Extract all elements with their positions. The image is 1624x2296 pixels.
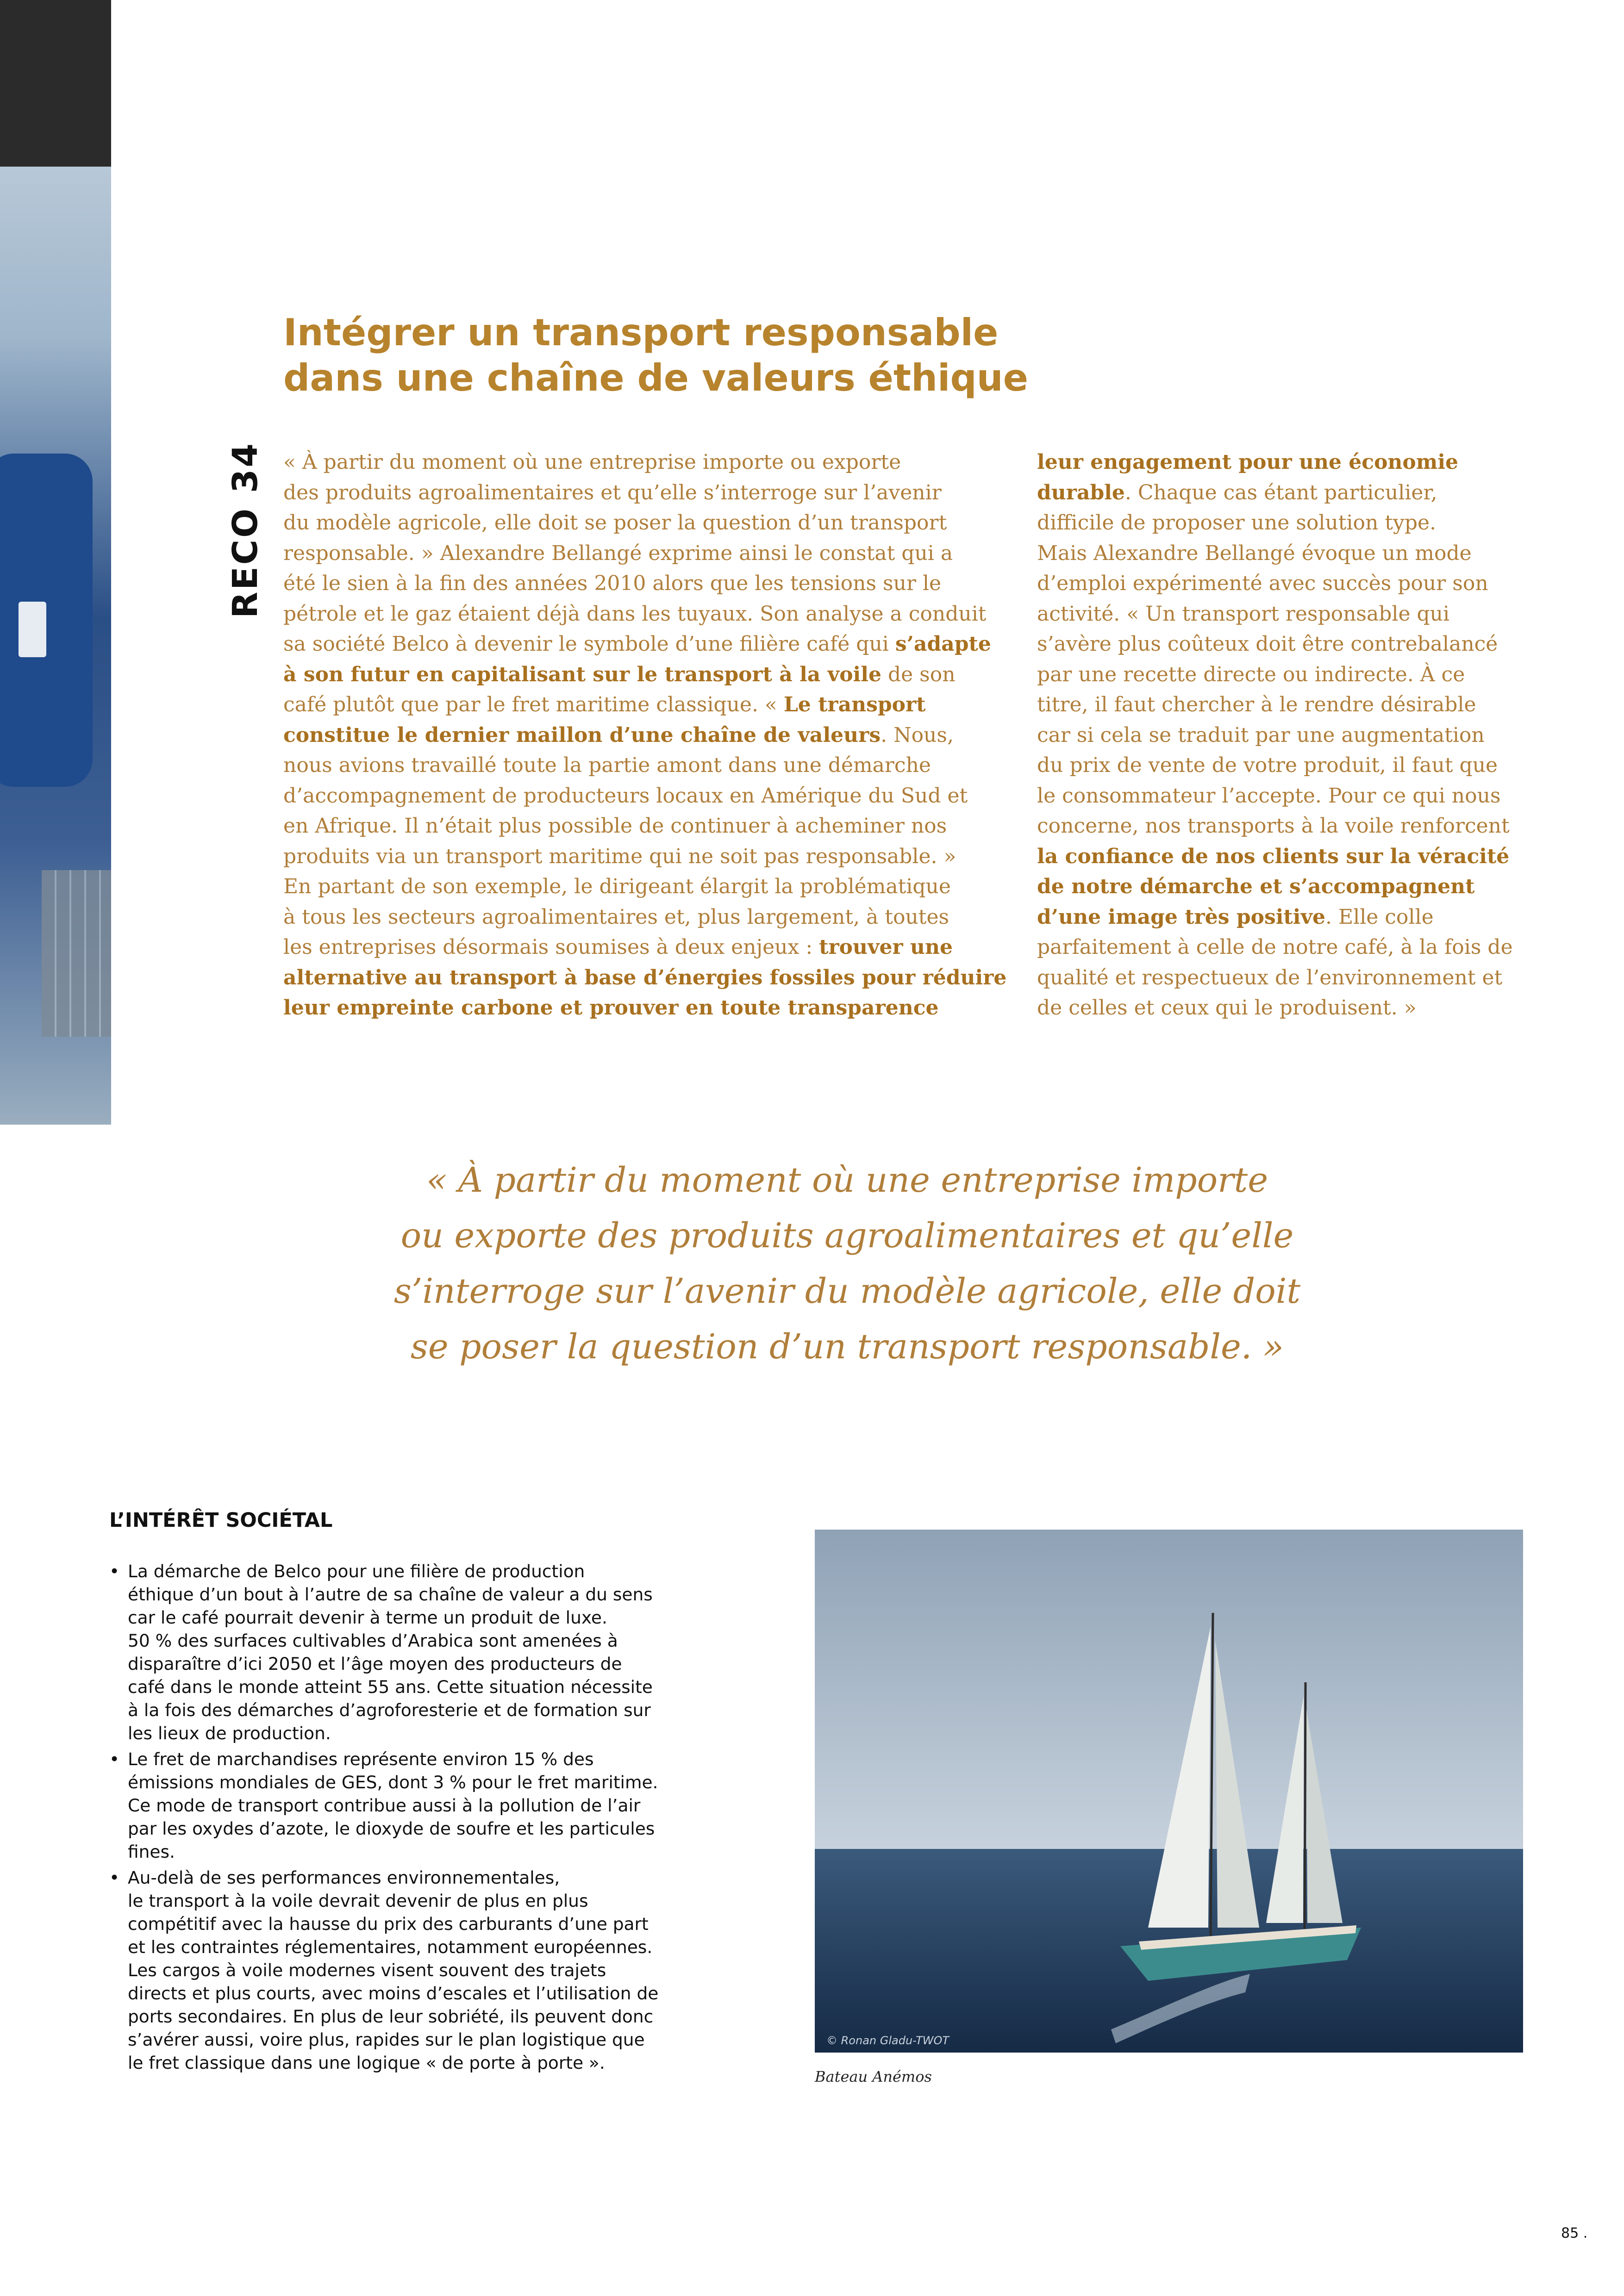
- title-line-1: Intégrer un transport responsable: [283, 311, 999, 354]
- article-title: [283, 310, 1209, 401]
- sailing-ship-photo: [815, 1530, 1523, 2053]
- bullet-line: fines.: [128, 1842, 175, 1862]
- bullet-line: car le café pourrait devenir à terme un produit de luxe.: [128, 1607, 607, 1628]
- col1-line: [283, 660, 987, 690]
- col2-line: du prix de vente de votre produit, il faut que: [1037, 753, 1498, 777]
- col1-emphasis: constitue le dernier maillon d’une chaîne de valeurs: [283, 723, 881, 747]
- bullet-line: ports secondaires. En plus de leur sobriété, ils peuvent donc: [128, 2006, 654, 2027]
- bullet-line: 50 % des surfaces cultivables d’Arabica sont amenées à: [128, 1630, 618, 1651]
- bullet-line: s’avérer aussi, voire plus, rapides sur le plan logistique que: [128, 2029, 645, 2050]
- photo-dark-area: [0, 0, 111, 167]
- col1-line: pétrole et le gaz étaient déjà dans les tuyaux. Son analyse a conduit: [283, 602, 987, 626]
- bullet-line: les lieux de production.: [128, 1723, 331, 1743]
- col1-line: [283, 629, 991, 660]
- col1-line: [283, 993, 987, 1023]
- col1-line: été le sien à la fin des années 2010 alors que les tensions sur le: [283, 572, 942, 595]
- col2-emphasis: la confiance de nos clients sur la véracité: [1037, 844, 1510, 868]
- bullet-list: [109, 1560, 781, 2077]
- col2-emphasis: de notre démarche et s’accompagnent: [1037, 875, 1475, 898]
- col1-line: « À partir du moment où une entreprise importe ou exporte: [283, 450, 901, 474]
- col1-text: sa société Belco à devenir le symbole d’une filière café qui: [283, 632, 895, 656]
- col1-line: responsable. » Alexandre Bellangé exprime ainsi le constat qui a: [283, 541, 953, 565]
- title-line-2: dans une chaîne de valeurs éthique: [283, 356, 1028, 399]
- photo-jacket: [0, 454, 93, 787]
- col1-line: du modèle agricole, elle doit se poser la question d’un transport: [283, 511, 947, 535]
- bullet-item: [109, 1748, 781, 1863]
- photo-credit: © Ronan Gladu-TWOT: [826, 2034, 949, 2047]
- col2-line: le consommateur l’accepte. Pour ce qui nous: [1037, 784, 1501, 808]
- col2-line: [1037, 902, 1528, 933]
- col2-line: d’emploi expérimenté avec succès pour son: [1037, 572, 1488, 595]
- bullet-line: Ce mode de transport contribue aussi à la pollution de l’air: [128, 1795, 641, 1816]
- bullet-line: La démarche de Belco pour une filière de production: [128, 1561, 585, 1581]
- col2-line: [1037, 841, 1528, 872]
- bullet-dot: •: [109, 1867, 120, 1888]
- bullet-line: éthique d’un bout à l’autre de sa chaîne de valeur a du sens: [128, 1584, 653, 1605]
- pull-quote-line: « À partir du moment où une entreprise importe: [426, 1160, 1268, 1200]
- photo-jacket-logo: [19, 602, 46, 657]
- bullet-line: café dans le monde atteint 55 ans. Cette situation nécessite: [128, 1677, 653, 1697]
- pull-quote-line: s’interroge sur l’avenir du modèle agricole, elle doit: [394, 1271, 1301, 1311]
- col2-line: qualité et respectueux de l’environnement et: [1037, 965, 1503, 989]
- article-column-2: [1037, 447, 1528, 1023]
- col1-text: café plutôt que par le fret maritime classique. «: [283, 693, 784, 716]
- col1-line: d’accompagnement de producteurs locaux en Amérique du Sud et: [283, 784, 968, 808]
- col2-line: difficile de proposer une solution type.: [1037, 511, 1437, 535]
- col1-text: les entreprises désormais soumises à deux enjeux :: [283, 935, 819, 959]
- col2-line: [1037, 478, 1528, 508]
- col1-line: nous avions travaillé toute la partie amont dans une démarche: [283, 753, 931, 777]
- left-portrait-photo: [0, 0, 111, 1125]
- col1-emphasis: leur empreinte carbone et prouver en toute transparence: [283, 996, 939, 1020]
- col1-line: En partant de son exemple, le dirigeant élargit la problématique: [283, 875, 951, 898]
- col2-line: car si cela se traduit par une augmentation: [1037, 723, 1485, 747]
- col1-emphasis: Le transport: [783, 693, 926, 716]
- col2-line: s’avère plus coûteux doit être contrebalancé: [1037, 632, 1498, 656]
- section-title: L’INTÉRÊT SOCIÉTAL: [109, 1509, 333, 1532]
- col1-emphasis: alternative au transport à base d’énergies fossiles pour réduire: [283, 965, 1007, 989]
- bullet-line: Le fret de marchandises représente environ 15 % des: [128, 1749, 594, 1769]
- bullet-line: compétitif avec la hausse du prix des carburants d’une part: [128, 1914, 649, 1934]
- col2-line: Mais Alexandre Bellangé évoque un mode: [1037, 541, 1472, 565]
- col2-emphasis: durable: [1037, 480, 1125, 504]
- photo-solar-panel: [42, 870, 111, 1037]
- pull-quote-line: se poser la question d’un transport responsable. »: [410, 1327, 1284, 1367]
- col1-emphasis: s’adapte: [895, 632, 991, 656]
- col1-line: en Afrique. Il n’était plus possible de continuer à acheminer nos: [283, 814, 947, 838]
- col1-line: [283, 720, 987, 751]
- col2-line: parfaitement à celle de notre café, à la fois de: [1037, 935, 1513, 959]
- col2-emphasis: d’une image très positive: [1037, 905, 1326, 929]
- bullet-dot: •: [109, 1749, 120, 1769]
- reco-label: RECO 34: [225, 442, 265, 618]
- bullet-line: directs et plus courts, avec moins d’escales et l’utilisation de: [128, 1983, 659, 2004]
- col1-line: [283, 963, 1007, 993]
- bullet-item: [109, 1866, 781, 2074]
- col1-line: [283, 690, 987, 720]
- col1-line: produits via un transport maritime qui ne soit pas responsable. »: [283, 844, 956, 868]
- bullet-line: le fret classique dans une logique « de porte à porte ».: [128, 2053, 605, 2073]
- col1-line: [283, 932, 987, 963]
- bullet-dot: •: [109, 1561, 120, 1581]
- col2-emphasis: leur engagement pour une économie: [1037, 450, 1459, 474]
- col1-text: de son: [881, 662, 956, 686]
- page-number: 85 .: [1561, 2225, 1588, 2241]
- sky: [815, 1530, 1523, 1849]
- bullet-line: émissions mondiales de GES, dont 3 % pour le fret maritime.: [128, 1772, 658, 1792]
- col1-emphasis: trouver une: [819, 935, 953, 959]
- col1-line: à tous les secteurs agroalimentaires et, plus largement, à toutes: [283, 905, 949, 929]
- col1-line: des produits agroalimentaires et qu’elle s’interroge sur l’avenir: [283, 480, 942, 504]
- pull-quote: [380, 1152, 1315, 1375]
- col2-line: par une recette directe ou indirecte. À ce: [1037, 662, 1465, 686]
- bullet-line: Les cargos à voile modernes visent souvent des trajets: [128, 1960, 606, 1980]
- col1-text: . Nous,: [881, 723, 954, 747]
- bullet-line: et les contraintes réglementaires, notamment européennes.: [128, 1937, 653, 1957]
- col2-line: concerne, nos transports à la voile renforcent: [1037, 814, 1510, 838]
- photo-caption: Bateau Anémos: [815, 2068, 932, 2085]
- col1-emphasis: à son futur en capitalisant sur le transport à la voile: [283, 662, 881, 686]
- bullet-item: [109, 1560, 781, 1745]
- article-column-1: [283, 447, 1007, 1023]
- bullet-line: par les oxydes d’azote, le dioxyde de soufre et les particules: [128, 1818, 655, 1839]
- col2-line: [1037, 871, 1528, 902]
- col2-line: de celles et ceux qui le produisent. »: [1037, 996, 1417, 1020]
- col2-line: titre, il faut chercher à le rendre désirable: [1037, 693, 1476, 716]
- col2-text: . Elle colle: [1325, 905, 1434, 929]
- pull-quote-line: ou exporte des produits agroalimentaires et qu’elle: [400, 1216, 1294, 1256]
- col2-text: . Chaque cas étant particulier,: [1124, 480, 1437, 504]
- col2-line: activité. « Un transport responsable qui: [1037, 602, 1450, 626]
- bullet-line: Au-delà de ses performances environnementales,: [128, 1867, 560, 1888]
- bullet-line: à la fois des démarches d’agroforesterie et de formation sur: [128, 1700, 651, 1720]
- sailing-ship-illustration: [815, 1530, 1523, 2053]
- bullet-line: le transport à la voile devrait devenir de plus en plus: [128, 1891, 588, 1911]
- col2-line: [1037, 447, 1528, 478]
- bullet-line: disparaître d’ici 2050 et l’âge moyen des producteurs de: [128, 1654, 622, 1674]
